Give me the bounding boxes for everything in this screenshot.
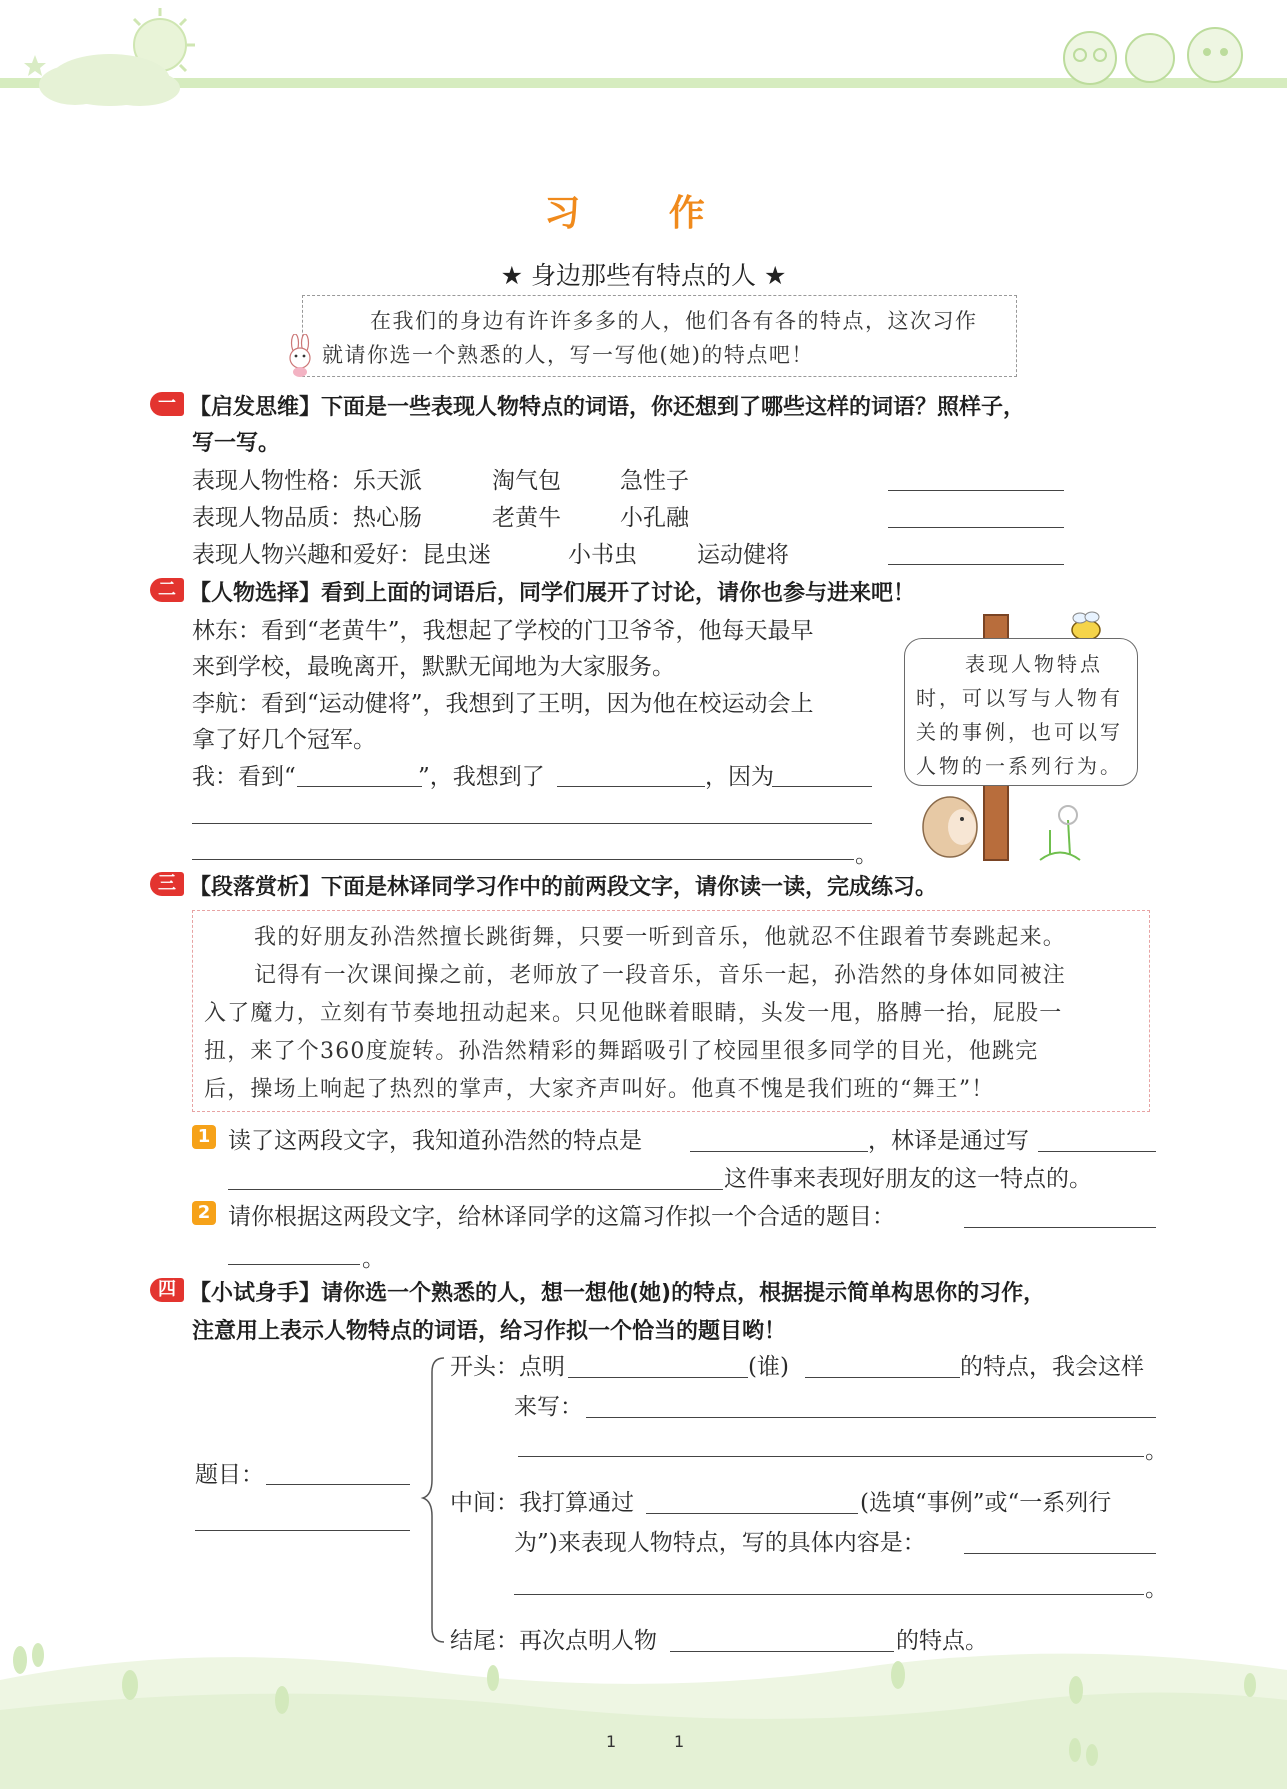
- page-number-right: 1: [674, 1732, 685, 1751]
- tip-line-4: 人物的一系列行为。: [916, 754, 1123, 778]
- question-1-text-b: ，林译是通过写: [868, 1128, 1029, 1154]
- opening-text-b: (谁): [748, 1354, 789, 1380]
- bee-icon: [1072, 612, 1100, 640]
- question-1-text-a: 读了这两段文字，我知道孙浩然的特点是: [228, 1128, 642, 1154]
- opening-text-d: 来写：: [514, 1394, 583, 1420]
- opening-trait-blank[interactable]: [805, 1377, 960, 1378]
- question-1-event-blank-a[interactable]: [1038, 1151, 1156, 1152]
- outline-brace: [420, 1350, 450, 1650]
- passage-line-2: 记得有一次课间操之前，老师放了一段音乐，音乐一起，孙浩然的身体如同被注: [254, 963, 1067, 988]
- middle-end-mark: 。: [1145, 1576, 1168, 1602]
- topic-blank-b[interactable]: [195, 1530, 410, 1531]
- topic-label: 题目：: [195, 1462, 264, 1488]
- question-2-title-blank-a[interactable]: [964, 1227, 1156, 1228]
- passage-line-1: 我的好朋友孙浩然擅长跳街舞，只要一听到音乐，他就忍不住跟着节奏跳起来。: [254, 925, 1067, 950]
- me-word-blank[interactable]: [297, 786, 422, 787]
- passage-line-3: 入了魔力，立刻有节奏地扭动起来。只见他眯着眼睛，头发一甩，胳膊一抬，屁股一: [204, 1001, 1063, 1026]
- footer-hills: [0, 1640, 1287, 1789]
- dialogue-line-4: 拿了好几个冠军。: [192, 727, 376, 753]
- word-row-3-blank[interactable]: [888, 564, 1064, 565]
- star-icon: [24, 55, 46, 76]
- opening-end-mark: 。: [1145, 1438, 1168, 1464]
- tip-line-2: 时，可以写与人物有: [916, 686, 1123, 710]
- me-reason-line-3[interactable]: [192, 859, 854, 860]
- dandelion-icon: [1040, 806, 1080, 860]
- opening-text-a: 开头：点明: [450, 1354, 565, 1380]
- passage-line-5: 后，操场上响起了热烈的掌声，大家齐声叫好。他真不愧是我们班的“舞王”！: [204, 1077, 995, 1102]
- animal-friends-icon: [1064, 28, 1242, 84]
- me-end-mark: 。: [855, 842, 878, 868]
- section-1-badge: 一: [150, 392, 184, 416]
- me-mid-1: ”，我想到了: [418, 764, 545, 790]
- dialogue-line-1: 林东：看到“老黄牛”，我想起了学校的门卫爷爷，他每天最早: [192, 618, 814, 644]
- question-1-trait-blank[interactable]: [690, 1151, 868, 1152]
- word-row-3-word-3: 运动健将: [697, 542, 789, 568]
- word-row-3-word-2: 小书虫: [568, 542, 637, 568]
- tip-line-3: 关的事例，也可以写: [916, 720, 1123, 744]
- word-row-2-blank[interactable]: [888, 527, 1064, 528]
- section-1-title: 【启发思维】下面是一些表现人物特点的词语，你还想到了哪些这样的词语？照样子，: [189, 395, 1026, 420]
- section-3-badge: 三: [150, 872, 184, 896]
- middle-method-blank[interactable]: [646, 1513, 858, 1514]
- tip-line-1: 表现人物特点: [965, 652, 1103, 676]
- me-prefix: 我：看到“: [192, 764, 296, 790]
- section-1-title-cont: 写一写。: [192, 431, 281, 456]
- section-2-badge: 二: [150, 578, 184, 602]
- hedgehog-icon: [923, 797, 977, 857]
- question-2-text: 请你根据这两段文字，给林译同学的这篇习作拟一个合适的题目：: [228, 1204, 895, 1230]
- middle-content-blank-b[interactable]: [514, 1594, 1144, 1595]
- section-4-title: 【小试身手】请你选一个熟悉的人，想一想他(她)的特点，根据提示简单构思你的习作，: [189, 1281, 1046, 1306]
- word-row-2-label: 表现人物品质：热心肠: [192, 505, 422, 531]
- middle-content-blank-a[interactable]: [964, 1553, 1156, 1554]
- question-1-text-c: 这件事来表现好朋友的这一特点的。: [724, 1166, 1092, 1192]
- question-1-event-blank-b[interactable]: [228, 1189, 723, 1190]
- word-row-1-word-3: 急性子: [620, 468, 689, 494]
- word-row-2-word-3: 小孔融: [620, 505, 689, 531]
- intro-line-1: 在我们的身边有许许多多的人，他们各有各的特点，这次习作: [370, 309, 978, 333]
- me-mid-2: ，因为: [705, 764, 774, 790]
- question-2-end-mark: 。: [362, 1246, 385, 1272]
- section-4-title-cont: 注意用上表示人物特点的词语，给习作拟一个恰当的题目哟！: [192, 1319, 787, 1344]
- dialogue-line-2: 来到学校，最晚离开，默默无闻地为大家服务。: [192, 654, 675, 680]
- dialogue-line-3: 李航：看到“运动健将”，我想到了王明，因为他在校运动会上: [192, 691, 814, 717]
- opening-text-c: 的特点，我会这样: [960, 1354, 1144, 1380]
- subtitle: ★ 身边那些有特点的人 ★: [500, 261, 787, 290]
- word-row-2-word-2: 老黄牛: [492, 505, 561, 531]
- page-number-left: 1: [606, 1732, 617, 1751]
- me-person-blank[interactable]: [557, 786, 705, 787]
- passage-line-4: 扭，来了个360度旋转。孙浩然精彩的舞蹈吸引了校园里很多同学的目光，他跳完: [204, 1039, 1039, 1064]
- section-4-badge: 四: [150, 1278, 184, 1302]
- page-title: 习 作: [544, 193, 743, 234]
- intro-line-2: 就请你选一个熟悉的人，写一写他(她)的特点吧！: [322, 343, 814, 367]
- header-decoration: [0, 0, 1287, 120]
- section-3-title: 【段落赏析】下面是林译同学习作中的前两段文字，请你读一读，完成练习。: [189, 875, 938, 900]
- middle-text-a: 中间：我打算通过: [450, 1490, 634, 1516]
- question-2-title-blank-b[interactable]: [228, 1264, 360, 1265]
- word-row-1-blank[interactable]: [888, 490, 1064, 491]
- topic-blank-a[interactable]: [266, 1484, 410, 1485]
- ending-text-a: 结尾：再次点明人物: [450, 1628, 657, 1654]
- middle-text-c: 为”)来表现人物特点，写的具体内容是：: [514, 1530, 926, 1556]
- question-1-badge: 1: [192, 1125, 216, 1149]
- opening-write-blank-b[interactable]: [518, 1456, 1144, 1457]
- word-row-3-label: 表现人物兴趣和爱好：昆虫迷: [192, 542, 491, 568]
- ending-text-b: 的特点。: [896, 1628, 988, 1654]
- opening-write-blank-a[interactable]: [586, 1417, 1156, 1418]
- me-reason-line-2[interactable]: [192, 823, 872, 824]
- me-reason-blank[interactable]: [772, 786, 872, 787]
- word-row-1-word-2: 淘气包: [492, 468, 561, 494]
- question-2-badge: 2: [192, 1201, 216, 1225]
- word-row-1-label: 表现人物性格：乐天派: [192, 468, 422, 494]
- middle-text-b: (选填“事例”或“一系列行: [860, 1490, 1112, 1516]
- section-2-title: 【人物选择】看到上面的词语后，同学们展开了讨论，请你也参与进来吧！: [189, 581, 916, 606]
- opening-who-blank[interactable]: [568, 1377, 748, 1378]
- rabbit-icon: [283, 334, 317, 378]
